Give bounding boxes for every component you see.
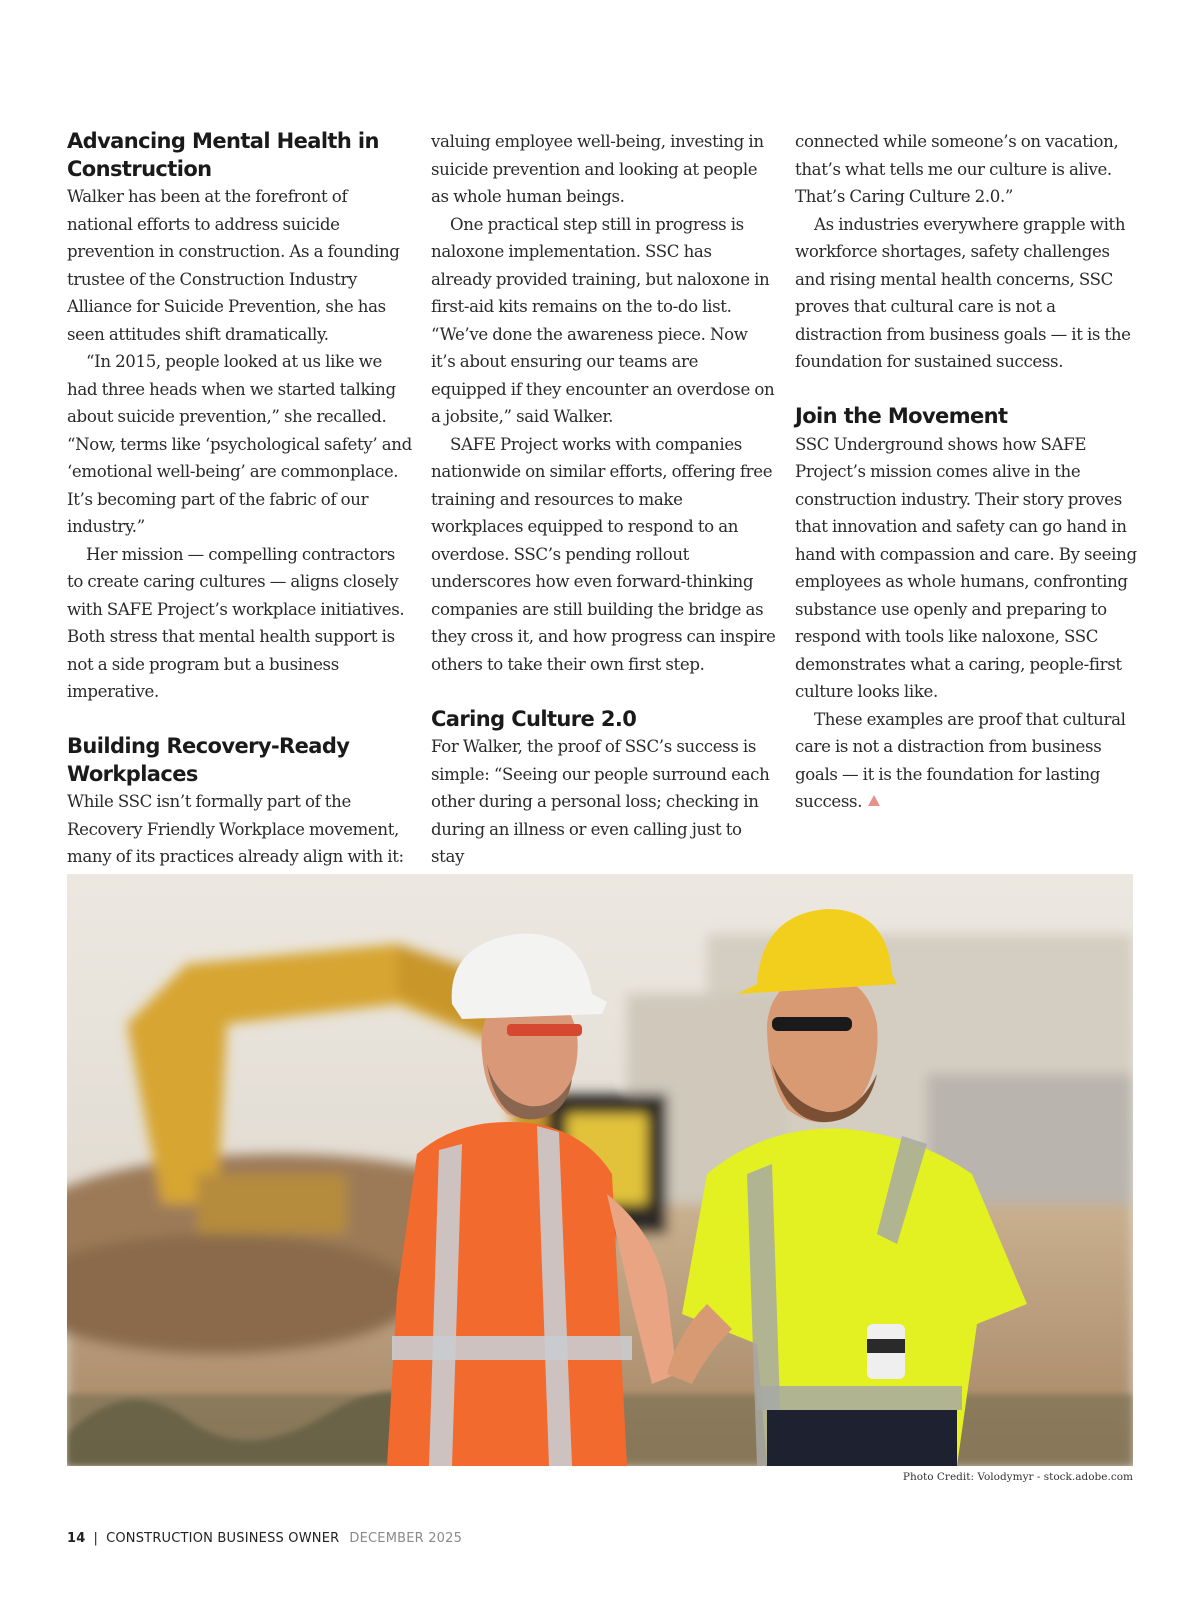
page-number: 14 [67, 1531, 86, 1546]
paragraph-final [795, 706, 1140, 816]
paragraph-text: These examples are proof that cultural care is not a distraction from business goals — it is the foundation for lasting success. [795, 709, 1126, 811]
paragraph: SAFE Project works with companies nationwide on similar efforts, offering free training and resources to make workplaces equipped to respond to an overdose. SSC’s pending rollout underscores how even forward-thinking companies are still building the bridge as they cross it, and how progress can inspire others to take their own first step. [431, 434, 776, 674]
paragraph: Walker has been at the forefront of national efforts to address suicide prevention in construction. As a founding trustee of the Construction Industry Alliance for Suicide Prevention, she has seen attitudes shift dramatically. [67, 187, 400, 344]
photo-illustration [67, 874, 1133, 1466]
paragraph: As industries everywhere grapple with workforce shortages, safety challenges and rising mental health concerns, SSC proves that cultural care is not a distraction from business goals — it is the foundation for sustained success. [795, 214, 1131, 371]
photo-credit: Photo Credit: Volodymyr - stock.adobe.com [902, 1471, 1133, 1483]
page-footer [67, 1531, 462, 1546]
paragraph: Her mission — compelling contractors to create caring cultures — aligns closely with SAFE Project’s workplace initiatives. Both stress that mental health support is not a side program but a business imperative. [67, 544, 405, 701]
magazine-name: CONSTRUCTION BUSINESS OWNER [106, 1531, 340, 1546]
paragraph: “In 2015, people looked at us like we had three heads when we started talking about suicide prevention,” she recalled. “Now, terms like ‘psychological safety’ and ‘emotional well-being’ are commonplace. It’s becoming part of the fabric of our industry.” [67, 352, 412, 536]
section-heading-building-recovery-ready: Building Recovery-Ready Workplaces [67, 734, 350, 786]
article-column-3 [795, 128, 1140, 816]
paragraph: SSC Underground shows how SAFE Project’s mission comes alive in the construction industry. Their story proves that innovation and safety can go hand in hand with compassion and care. By seeing employees as whole humans, confronting substance use openly and preparing to respond with tools like naloxone, SSC demonstrates what a caring, people-first culture looks like. [795, 434, 1137, 701]
end-of-article-triangle-icon [868, 795, 880, 806]
paragraph: For Walker, the proof of SSC’s success is simple: “Seeing our people surround each other during a personal loss; checking in during an illness or even calling just to stay [431, 737, 770, 866]
issue-date: DECEMBER 2025 [349, 1531, 463, 1546]
paragraph: valuing employee well-being, investing in suicide prevention and looking at people as whole human beings. [431, 132, 764, 206]
paragraph: While SSC isn’t formally part of the Recovery Friendly Workplace movement, many of its practices already align with it: [67, 792, 404, 866]
paragraph: One practical step still in progress is naloxone implementation. SSC has already provided training, but naloxone in first-aid kits remains on the to-do list. “We’ve done the awareness piece. Now it’s about ensuring our teams are equipped if they encounter an overdose on a jobsite,” said Walker. [431, 214, 775, 426]
paragraph: connected while someone’s on vacation, that’s what tells me our culture is alive. That’s Caring Culture 2.0.” [795, 132, 1119, 206]
article-column-2 [431, 128, 776, 871]
section-heading-caring-culture: Caring Culture 2.0 [431, 706, 637, 731]
section-heading-join-the-movement: Join the Movement [795, 404, 1008, 428]
footer-separator: | [93, 1531, 99, 1546]
article-column-1 [67, 128, 412, 871]
section-heading-advancing-mental-health: Advancing Mental Health in Construction [67, 129, 379, 181]
construction-workers-handshake-photo [67, 874, 1133, 1466]
